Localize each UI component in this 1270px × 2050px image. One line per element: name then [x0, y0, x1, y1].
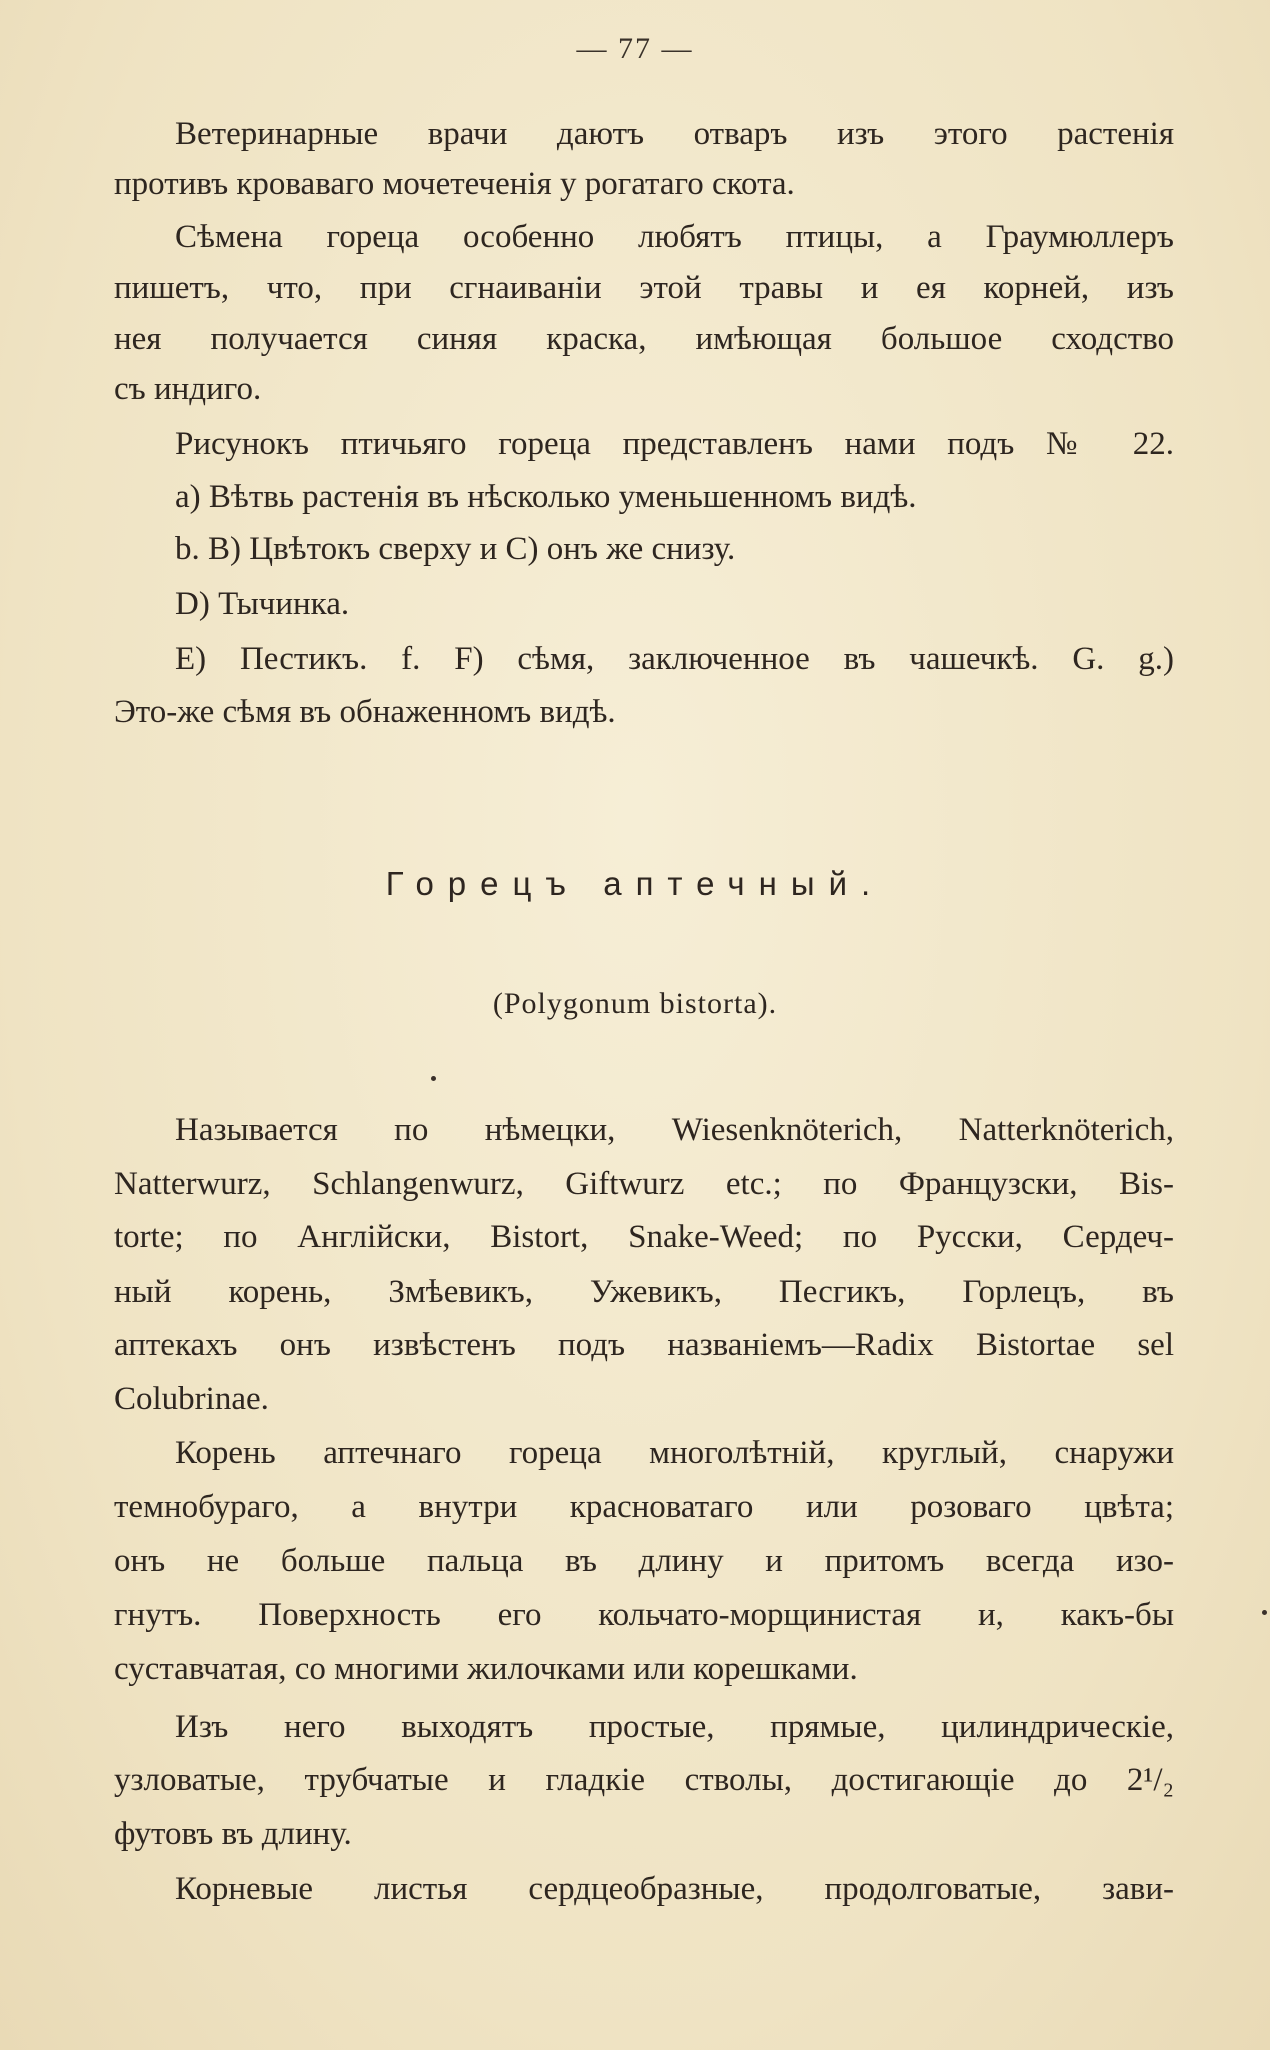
text-line: Корень аптечнаго гореца многолѣтній, круглый, снаружи — [175, 1435, 1174, 1471]
text-line: Natterwurz, Schlangenwurz, Giftwurz etc.; по Французски, Bis- — [114, 1166, 1174, 1202]
text-line: пишетъ, что, при сгнаиваніи этой травы и ея корней, изъ — [114, 270, 1174, 306]
section-subtitle-latin: (Polygonum bistorta). — [492, 987, 778, 1020]
text-line: суставчатая, со многими жилочками или корешками. — [114, 1651, 858, 1687]
text-line: аптекахъ онъ извѣстенъ подъ названіемъ—Radix Bistortae sel — [114, 1327, 1174, 1363]
figure-item: E) Пестикъ. f. F) сѣмя, заключенное въ чашечкѣ. G. g.) — [175, 641, 1174, 677]
figure-intro: Рисунокъ птичьяго гореца представленъ нами подъ № 22. — [175, 426, 1174, 462]
text-line: онъ не больше пальца въ длину и притомъ всегда изо- — [114, 1543, 1174, 1579]
figure-item: b. B) Цвѣтокъ сверху и C) онъ же снизу. — [175, 531, 736, 567]
text-line: Изъ него выходятъ простые, прямые, цилиндрическіе, — [175, 1709, 1174, 1745]
text-line: футовъ въ длину. — [114, 1816, 352, 1852]
text-line: Сѣмена гореца особенно любятъ птицы, а Граумюллеръ — [175, 219, 1174, 255]
text-line: torte; по Англійски, Bistort, Snake-Weed; по Русски, Сердеч- — [114, 1219, 1174, 1255]
text-line: противъ кроваваго мочетеченія у рогатаго скота. — [114, 166, 795, 202]
text-line: Называется по нѣмецки, Wiesenknöterich, Natterknöterich, — [175, 1112, 1174, 1148]
text-line: темнобураго, а внутри красноватаго или розоваго цвѣта; — [114, 1489, 1174, 1525]
text-line: Colubrinae. — [114, 1381, 269, 1417]
figure-item: D) Тычинка. — [175, 586, 350, 622]
text-line: гнутъ. Поверхность его кольчато-морщинистая и, какъ-бы — [114, 1597, 1174, 1633]
print-speck — [1262, 1610, 1267, 1615]
text-line: узловатые, трубчатые и гладкіе стволы, достигающіе до 2¹/₂ — [114, 1762, 1174, 1798]
section-title: Горецъ аптечный. — [385, 865, 885, 902]
print-speck — [431, 1076, 436, 1081]
text-line: нея получается синяя краска, имѣющая большое сходство — [114, 321, 1174, 357]
figure-item: а) Вѣтвь растенія въ нѣсколько уменьшенномъ видѣ. — [175, 479, 917, 515]
page-number: — 77 — — [576, 32, 694, 65]
text-line: съ индиго. — [114, 371, 262, 407]
figure-item: Это-же сѣмя въ обнаженномъ видѣ. — [114, 694, 616, 730]
text-line: ный корень, Змѣевикъ, Ужевикъ, Песгикъ, Горлецъ, въ — [114, 1274, 1174, 1310]
text-line: Ветеринарные врачи даютъ отваръ изъ этого растенія — [175, 116, 1174, 152]
text-line: Корневые листья сердцеобразные, продолговатые, зави- — [175, 1871, 1174, 1907]
